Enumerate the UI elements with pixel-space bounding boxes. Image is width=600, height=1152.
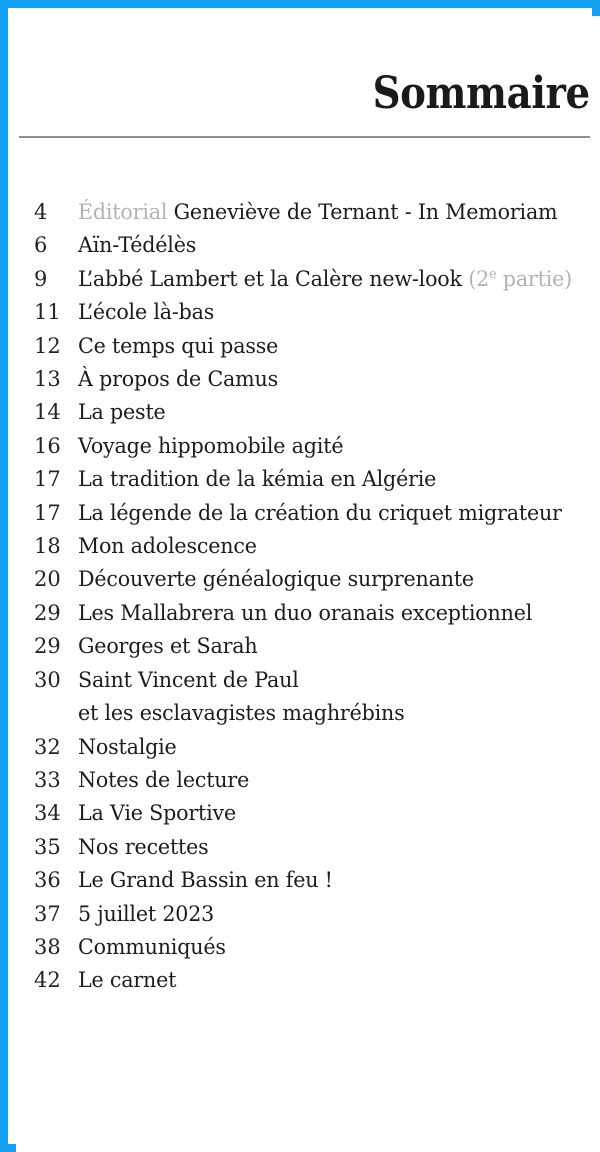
toc-entry-title-text: Le Grand Bassin en feu !	[78, 868, 333, 894]
toc-entry-title-text: La tradition de la kémia en Algérie	[78, 467, 437, 493]
toc-entry[interactable]	[16, 931, 600, 964]
toc-entry[interactable]	[16, 497, 600, 530]
toc-entry-title-text: Georges et Sarah	[78, 634, 258, 660]
toc-entry-title-text: La peste	[78, 400, 166, 426]
toc-entry[interactable]	[16, 296, 600, 329]
toc-page-number: 17	[34, 467, 61, 492]
table-of-contents	[16, 196, 600, 998]
toc-page-number: 35	[34, 834, 61, 859]
toc-page-number: 16	[34, 433, 61, 458]
toc-entry-title	[78, 497, 579, 530]
toc-page-number: 18	[34, 534, 61, 559]
ordinal-superscript: e	[489, 266, 497, 282]
toc-entry-title-text: Voyage hippomobile agité	[78, 433, 344, 459]
toc-entry-title-text: L’abbé Lambert et la Calère new-look	[78, 266, 462, 292]
toc-entry-title	[78, 196, 579, 229]
toc-page-number: 20	[34, 567, 61, 592]
toc-entry-title-text: Nos recettes	[78, 834, 209, 860]
toc-entry[interactable]	[16, 330, 600, 363]
toc-entry[interactable]	[16, 864, 600, 897]
toc-entry-title	[78, 430, 579, 463]
toc-entry-title	[78, 396, 579, 429]
toc-page-number: 14	[34, 400, 61, 425]
toc-entry-title-text: Mon adolescence	[78, 534, 257, 560]
toc-entry-title-text: Le carnet	[78, 968, 177, 994]
toc-entry-title-text: Ce temps qui passe	[78, 333, 279, 359]
toc-entry[interactable]	[16, 664, 600, 731]
toc-page-number: 37	[34, 901, 61, 926]
toc-entry[interactable]	[16, 430, 600, 463]
page-content-area	[16, 16, 600, 1152]
toc-entry-title	[78, 563, 579, 596]
toc-entry-title	[78, 296, 579, 329]
toc-entry[interactable]	[16, 831, 600, 864]
toc-entry-title	[78, 263, 579, 296]
toc-page-number: 13	[34, 367, 61, 392]
toc-entry-title	[78, 864, 579, 897]
toc-entry[interactable]	[16, 263, 600, 296]
toc-entry[interactable]	[16, 630, 600, 663]
toc-page-number: 6	[34, 233, 48, 258]
toc-page-number: 11	[34, 300, 61, 325]
toc-entry[interactable]	[16, 797, 600, 830]
toc-page-number: 29	[34, 600, 61, 625]
toc-entry-title	[78, 831, 579, 864]
title-divider	[19, 136, 590, 138]
toc-entry-title	[78, 530, 579, 563]
toc-entry-prefix: Éditorial	[78, 200, 168, 225]
toc-entry-title	[78, 363, 579, 396]
toc-page-number: 33	[34, 767, 61, 792]
toc-entry[interactable]	[16, 731, 600, 764]
toc-entry-title-text: À propos de Camus	[78, 367, 279, 393]
toc-entry-title-text: L’école là-bas	[78, 300, 215, 326]
toc-entry-title	[78, 630, 579, 663]
toc-page-number: 12	[34, 333, 61, 358]
toc-entry-title	[78, 931, 579, 964]
toc-entry-title	[78, 463, 579, 496]
toc-entry[interactable]	[16, 964, 600, 997]
toc-page-number: 30	[34, 667, 61, 692]
toc-entry-title	[78, 964, 579, 997]
toc-entry-title-text: Les Mallabrera un duo oranais exceptionnel	[78, 600, 533, 626]
toc-page-number: 34	[34, 801, 61, 826]
toc-entry-title-line2: et les esclavagistes maghrébins	[78, 701, 405, 727]
toc-entry-title	[78, 898, 579, 931]
toc-entry-title	[78, 731, 579, 764]
toc-entry-title	[78, 330, 579, 363]
toc-page-number: 42	[34, 968, 61, 993]
page-title-area	[20, 68, 590, 120]
toc-entry-title-text: Saint Vincent de Paul	[78, 667, 299, 693]
toc-entry[interactable]	[16, 463, 600, 496]
toc-entry[interactable]	[16, 563, 600, 596]
toc-entry-title-text: Notes de lecture	[78, 767, 250, 793]
toc-page-number: 38	[34, 934, 61, 959]
toc-page-number: 9	[34, 266, 48, 291]
toc-entry[interactable]	[16, 530, 600, 563]
toc-entry-title-text: Aïn-Tédélès	[78, 233, 197, 259]
toc-entry-title-text: Découverte généalogique surprenante	[78, 567, 474, 593]
toc-entry[interactable]	[16, 196, 600, 229]
toc-entry[interactable]	[16, 229, 600, 262]
toc-page-number: 17	[34, 500, 61, 525]
toc-entry[interactable]	[16, 764, 600, 797]
toc-entry-title-text: 5 juillet 2023	[78, 901, 215, 927]
toc-entry-title	[78, 664, 579, 731]
toc-page-number: 29	[34, 634, 61, 659]
toc-entry-title-text: La légende de la création du criquet migrateur	[78, 500, 562, 526]
toc-entry-suffix: (2e partie)	[468, 266, 573, 292]
toc-entry-title	[78, 597, 579, 630]
toc-page-number: 4	[34, 200, 48, 224]
toc-entry-title-text: La Vie Sportive	[78, 801, 237, 827]
toc-entry[interactable]	[16, 363, 600, 396]
page-title: Sommaire	[372, 68, 590, 119]
toc-entry-title-text: Geneviève de Ternant - In Memoriam	[173, 200, 558, 225]
toc-entry[interactable]	[16, 396, 600, 429]
toc-entry-title	[78, 764, 579, 797]
toc-entry-title-text: Communiqués	[78, 934, 226, 960]
toc-entry-title	[78, 797, 579, 830]
toc-page-number: 32	[34, 734, 61, 759]
toc-entry[interactable]	[16, 898, 600, 931]
toc-page-number: 36	[34, 868, 61, 893]
toc-entry-title	[78, 229, 579, 262]
toc-entry[interactable]	[16, 597, 600, 630]
toc-entry-title-text: Nostalgie	[78, 734, 177, 760]
